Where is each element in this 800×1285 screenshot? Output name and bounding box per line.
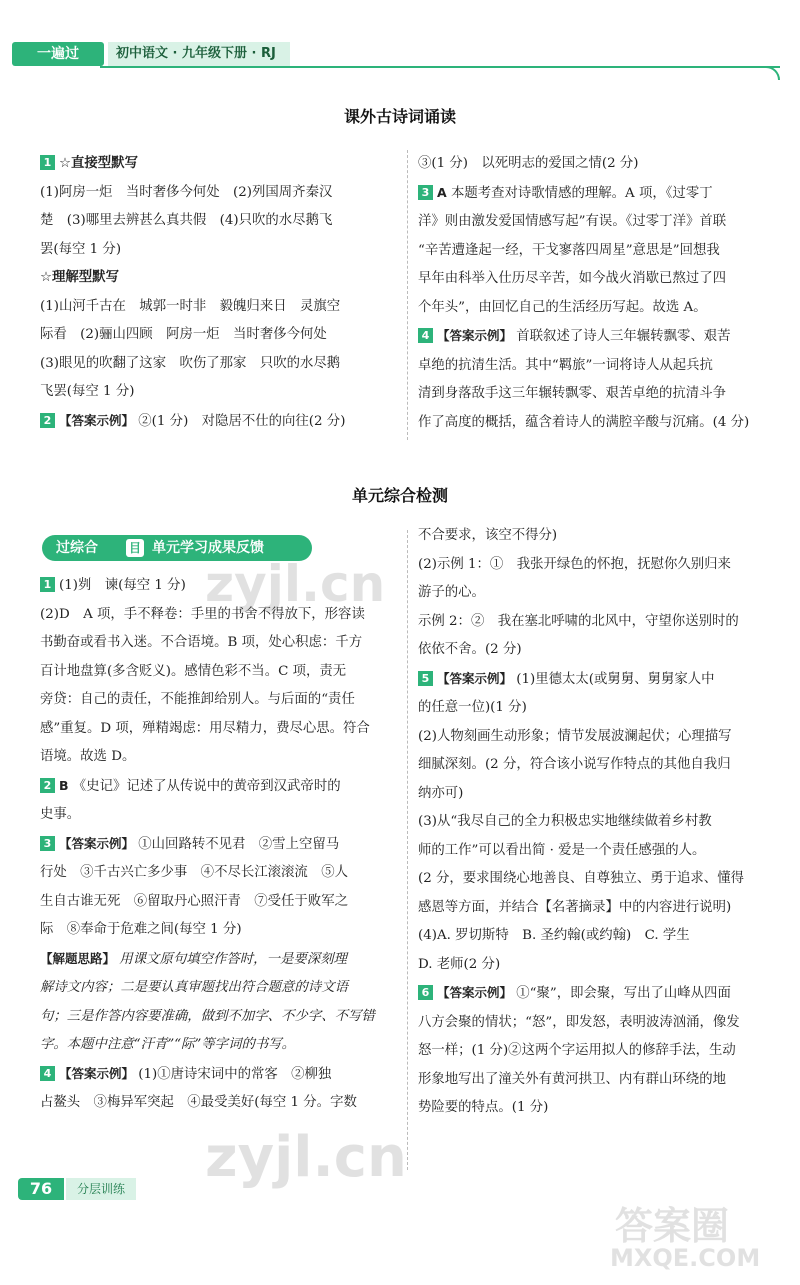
text-line — [40, 743, 402, 772]
text-line — [418, 979, 783, 1009]
text-content: 《史记》记述了从传说中的黄帝到汉武帝时的 — [72, 778, 341, 794]
text-content: (4)A. 罗切斯特 B. 圣约翰(或约翰) C. 学生 — [418, 928, 690, 943]
text-line — [40, 916, 402, 945]
text-content: 本题考查对诗歌情感的理解。A 项，《过零丁 — [450, 185, 713, 201]
text-content: 占鳌头 ③梅异军突起 ④最受美好(每空 1 分。字数 — [40, 1095, 357, 1110]
text-content: 怒一样；(1 分)②这两个字运用拟人的修辞手法，生动 — [418, 1043, 736, 1058]
watermark: zyjl.cn — [205, 555, 386, 613]
text-line — [40, 686, 402, 715]
text-line — [418, 294, 783, 323]
question-number-badge: 3 — [418, 185, 433, 200]
text-content: 际 ⑧奉命于危难之间(每空 1 分) — [40, 922, 242, 937]
answer-tag: A — [437, 184, 447, 200]
text-content: 首联叙述了诗人三年辗转飘零、艰苦 — [516, 329, 731, 344]
text-line — [40, 150, 402, 179]
text-line — [40, 1003, 402, 1032]
text-content: (2)D A 项，手不释卷：手里的书舍不得放下，形容读 — [40, 606, 365, 622]
text-line — [40, 264, 402, 293]
text-content: 飞罢(每空 1 分) — [40, 384, 135, 399]
banner-label: 过综合 — [56, 540, 98, 556]
text-content: 个年头”，由回忆自己的生活经历写起。故选 A。 — [418, 299, 707, 315]
text-line — [40, 801, 402, 830]
text-line — [418, 608, 783, 637]
section-title-ancient-poetry: 课外古诗词诵读 — [343, 107, 456, 126]
text-content: D. 老师(2 分) — [418, 956, 501, 972]
text-line — [40, 974, 402, 1003]
text-line — [40, 350, 402, 379]
text-line — [418, 751, 783, 780]
text-content: (2 分，要求围绕心地善良、自尊独立、勇于追求、懂得 — [418, 871, 744, 886]
text-content: 的任意一位)(1 分) — [418, 700, 527, 715]
text-line — [40, 715, 402, 744]
banner-title: 单元学习成果反馈 — [152, 540, 264, 556]
brand-logo: 一遍过 — [12, 42, 104, 66]
text-content: 语境。故选 D。 — [40, 749, 136, 764]
question-number-badge: 2 — [40, 413, 55, 428]
watermark: 答案圈 — [615, 1204, 730, 1248]
text-content: 游子的心。 — [418, 585, 485, 600]
question-number-badge: 4 — [418, 328, 433, 343]
text-line — [40, 293, 402, 322]
text-content: 感”重复。D 项，殚精竭虑：用尽精力，费尽心思。符合 — [40, 720, 370, 736]
text-line — [418, 922, 783, 951]
text-content: ☆直接型默写 — [59, 156, 138, 171]
text-line — [418, 780, 783, 809]
text-content: 感恩等方面，并结合【名著摘录】中的内容进行说明) — [418, 899, 732, 915]
text-line — [418, 551, 783, 580]
text-content: (2)人物刻画生动形象；情节发展波澜起伏；心理描写 — [418, 728, 732, 744]
text-line — [40, 772, 402, 802]
text-line — [418, 894, 783, 923]
question-number-badge: 2 — [40, 778, 55, 793]
text-content: 清到身落敌手这三年辗转飘零、艰苦卓绝的抗清斗争 — [418, 386, 726, 401]
text-content: 解诗文内容；二是要认真审题找出符合题意的诗文语 — [40, 980, 348, 995]
text-line — [418, 1066, 783, 1095]
text-line — [40, 378, 402, 407]
text-line — [418, 837, 783, 866]
text-line — [40, 1060, 402, 1090]
text-line — [40, 629, 402, 658]
text-line — [418, 1009, 783, 1038]
question-number-badge: 5 — [418, 671, 433, 686]
text-line — [418, 636, 783, 665]
text-content: 行处 ③千古兴亡多少事 ④不尽长江滚滚流 ⑤人 — [40, 865, 348, 880]
watermark: zyjl.cn — [205, 1125, 407, 1190]
text-content: 不合要求，该空不得分) — [418, 528, 558, 543]
text-content: 百计地盘算(多含贬义)。感情色彩不当。C 项，责无 — [40, 663, 347, 679]
text-content: 师的工作”可以看出简 · 爱是一个责任感强的人。 — [418, 842, 706, 858]
text-content: 句；三是作答内容要准确，做到不加字、不少字、不写错 — [40, 1008, 375, 1024]
text-content: 生自古谁无死 ⑥留取丹心照汗青 ⑦受任于败军之 — [40, 893, 348, 909]
text-line — [40, 207, 402, 236]
text-line — [40, 859, 402, 888]
text-line — [418, 380, 783, 409]
text-content: 形象地写出了潼关外有黄河拱卫、内有群山环绕的地 — [418, 1071, 726, 1087]
text-line — [40, 830, 402, 860]
text-content: (1)刿 谏(每空 1 分) — [59, 578, 186, 593]
text-line — [418, 723, 783, 752]
text-line — [40, 888, 402, 917]
text-content: ③(1 分) 以死明志的爱国之情(2 分) — [418, 156, 639, 171]
answer-tag: 【答案示例】 — [59, 835, 135, 851]
text-line — [40, 236, 402, 265]
text-line — [40, 321, 402, 350]
text-content: (1)①唐诗宋词中的常客 ②柳独 — [138, 1066, 332, 1082]
column-divider-2 — [407, 530, 409, 1170]
text-line — [418, 352, 783, 381]
footer-label: 分层训练 — [66, 1178, 136, 1200]
text-content: 细腻深刻。(2 分，符合该小说写作特点的其他自我归 — [418, 757, 731, 772]
text-content: (2)示例 1：① 我张开绿色的怀抱，抚慰你久别归来 — [418, 556, 731, 572]
text-line — [418, 808, 783, 837]
text-content: 示例 2：② 我在塞北呼啸的北风中，守望你送别时的 — [418, 613, 739, 629]
text-content: 纳亦可) — [418, 785, 464, 801]
answer-tag: 【答案示例】 — [59, 1065, 135, 1081]
text-content: 罢(每空 1 分) — [40, 241, 122, 257]
question-number-badge: 6 — [418, 985, 433, 1000]
book-title: 初中语文 · 九年级下册 · RJ — [108, 42, 290, 66]
text-content: 字。本题中注意“汗青”“际”等字词的书写。 — [40, 1037, 296, 1052]
text-content: 史事。 — [40, 807, 81, 822]
text-content: ①山回路转不见君 ②雪上空留马 — [138, 836, 340, 852]
header-rule-curve — [700, 66, 780, 80]
text-content: “辛苦遭逢起一经，干戈寥落四周星”意思是”回想我 — [418, 242, 720, 258]
text-line — [418, 694, 783, 723]
text-line — [418, 579, 783, 608]
answer-tag: 【答案示例】 — [437, 985, 513, 1000]
question-number-badge: 1 — [40, 577, 55, 592]
section1-left-column — [40, 150, 402, 436]
answer-tag: 【解题思路】 — [40, 950, 116, 966]
section1-right-column — [418, 150, 783, 437]
answer-tag: 【答案示例】 — [59, 412, 135, 428]
text-line — [418, 409, 783, 438]
text-line — [418, 150, 783, 179]
text-line — [418, 1037, 783, 1066]
text-content: 八方会聚的情状；“怒”，即发怒，表明波涛汹涌，像发 — [418, 1014, 740, 1030]
text-line — [418, 951, 783, 980]
text-line — [40, 658, 402, 687]
text-line — [418, 237, 783, 266]
text-content: 卓绝的抗清生活。其中“羁旅”一词将诗人从起兵抗 — [418, 357, 713, 373]
text-content: (1)里德太太(或舅舅、舅舅家人中 — [516, 671, 715, 687]
text-content: 早年由科举入仕历尽辛苦，如今战火消歇已熬过了四 — [418, 271, 726, 286]
text-content: (1)山河千古在 城郭一时非 毅魄归来日 灵旗空 — [40, 298, 341, 314]
text-content: 旁贷：自己的责任，不能推卸给别人。与后面的“责任 — [40, 692, 355, 707]
column-divider — [407, 150, 409, 440]
text-line — [418, 322, 783, 352]
text-line — [418, 865, 783, 894]
banner-icon: 目 — [126, 539, 144, 557]
page-number: 76 — [18, 1178, 64, 1200]
text-line — [40, 1031, 402, 1060]
text-content: (3)眼见的吹翻了这家 吹伤了那家 只吹的水尽鹅 — [40, 355, 341, 371]
section-title-unit-test: 单元综合检测 — [351, 486, 448, 505]
question-number-badge: 3 — [40, 836, 55, 851]
text-line — [40, 945, 402, 975]
text-content: 依依不舍。(2 分) — [418, 642, 522, 657]
text-line — [418, 208, 783, 237]
watermark: MXQE.COM — [610, 1244, 761, 1272]
text-content: ②(1 分) 对隐居不仕的向往(2 分) — [138, 413, 346, 429]
text-line — [418, 179, 783, 209]
text-content: 书勤奋或看书入迷。不合语境。B 项，处心积虑：千方 — [40, 635, 363, 650]
question-number-badge: 4 — [40, 1066, 55, 1081]
text-content: (1)阿房一炬 当时奢侈今何处 (2)列国周齐秦汉 — [40, 184, 333, 200]
text-line — [418, 665, 783, 695]
text-content: 用课文原句填空作答时，一是要深刻理 — [119, 951, 347, 967]
question-number-badge: 1 — [40, 155, 55, 170]
text-line — [40, 1089, 402, 1118]
answer-tag: 【答案示例】 — [437, 670, 513, 686]
text-content: (3)从“我尽自己的全力积极忠实地继续做着乡村教 — [418, 814, 712, 829]
text-content: ☆理解型默写 — [40, 270, 119, 285]
text-content: 楚 (3)哪里去辨甚么真共假 (4)只吹的水尽鹅飞 — [40, 213, 333, 228]
text-line — [418, 522, 783, 551]
text-content: 洋》则由激发爱国情感写起”有误。《过零丁洋》首联 — [418, 214, 727, 229]
text-line — [40, 179, 402, 208]
text-content: ①“聚”，即会聚，写出了山峰从四面 — [516, 986, 731, 1001]
text-line — [418, 1094, 783, 1123]
section2-right-column — [418, 522, 783, 1123]
text-line — [40, 407, 402, 437]
section2-left-column — [40, 572, 402, 1118]
text-content: 作了高度的概括，蕴含着诗人的满腔辛酸与沉痛。(4 分) — [418, 414, 750, 430]
text-content: 势险要的特点。(1 分) — [418, 1100, 549, 1115]
answer-tag: B — [59, 777, 69, 793]
header-rule — [100, 66, 780, 68]
answer-tag: 【答案示例】 — [437, 328, 513, 343]
text-line — [418, 265, 783, 294]
text-content: 际看 (2)骊山四顾 阿房一炬 当时奢侈今何处 — [40, 327, 327, 342]
